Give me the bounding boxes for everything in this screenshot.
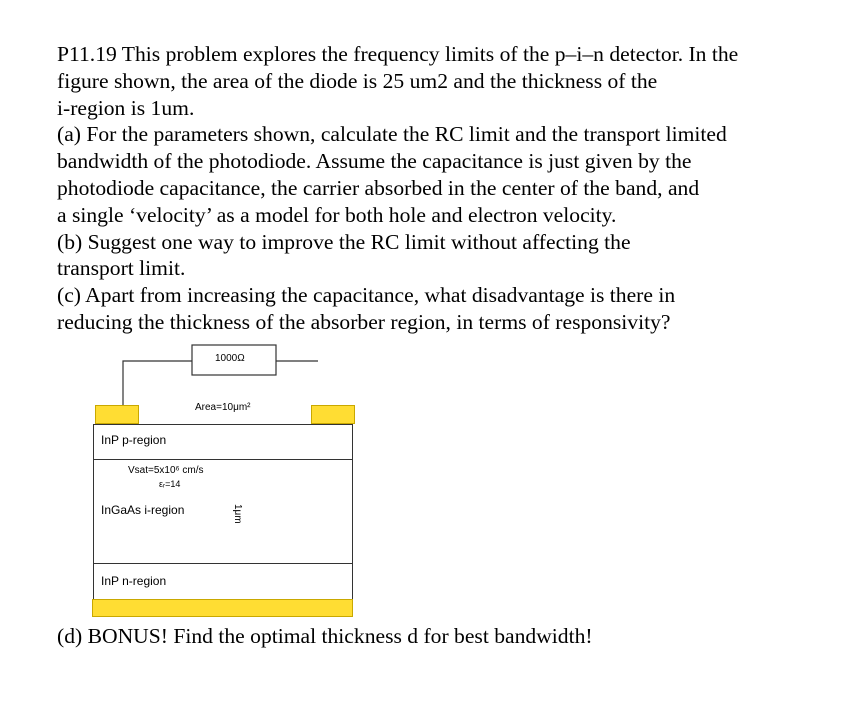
p-contact-right [311, 405, 355, 424]
thickness-label: 1μm [232, 504, 243, 524]
problem-line: (b) Suggest one way to improve the RC limit without affecting the [57, 229, 631, 254]
problem-line: figure shown, the area of the diode is 25 um2 and the thickness of the [57, 68, 658, 93]
problem-line: a single ‘velocity’ as a model for both hole and electron velocity. [57, 202, 617, 227]
area-label: Area=10μm² [195, 402, 251, 413]
p-contact-left [95, 405, 139, 424]
problem-line: reducing the thickness of the absorber region, in terms of responsivity? [57, 309, 671, 334]
problem-line: (c) Apart from increasing the capacitance, what disadvantage is there in [57, 283, 676, 308]
p-region-label: InP p-region [101, 433, 167, 447]
vsat-label: Vsat=5x10⁶ cm/s [128, 465, 204, 476]
problem-line: photodiode capacitance, the carrier absorbed in the center of the band, and [57, 175, 700, 200]
problem-line: bandwidth of the photodiode. Assume the capacitance is just given by the [57, 149, 692, 174]
i-region-label: InGaAs i-region [101, 503, 185, 517]
epsilon-label: εᵣ=14 [159, 479, 181, 489]
problem-line: i-region is 1um. [57, 95, 195, 120]
n-contact [92, 599, 353, 617]
bonus-question: (d) BONUS! Find the optimal thickness d for best bandwidth! [57, 624, 593, 648]
resistor-label: 1000Ω [215, 353, 245, 364]
n-region-label: InP n-region [101, 574, 167, 588]
problem-line: transport limit. [57, 256, 186, 281]
problem-line: (a) For the parameters shown, calculate the RC limit and the transport limited [57, 122, 727, 147]
problem-line: P11.19 This problem explores the frequency limits of the p–i–n detector. In the [57, 42, 739, 66]
wire-left [123, 361, 192, 405]
